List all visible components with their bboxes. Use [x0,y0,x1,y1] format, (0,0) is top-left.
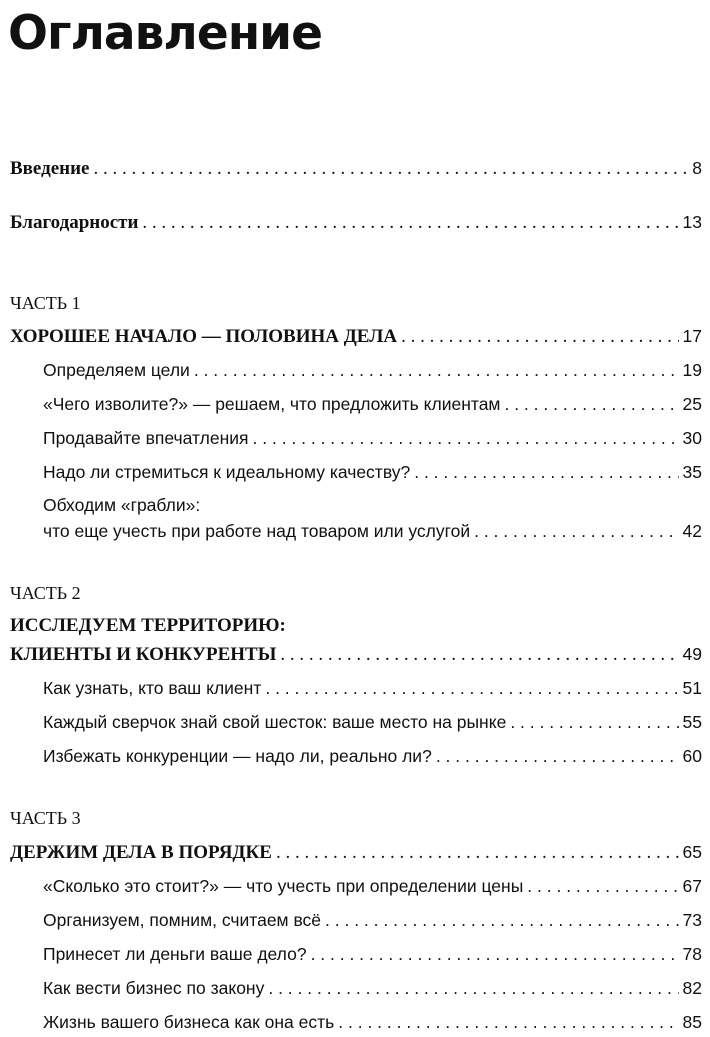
part-2-heading-first-line[interactable]: ИССЛЕДУЕМ ТЕРРИТОРИЮ: [10,615,286,636]
dot-leader [510,710,678,734]
toc-entry[interactable] [43,976,702,1000]
toc-entry-acknowledgements[interactable] [10,210,702,235]
toc-entry-text: Принесет ли деньги ваше дело? [43,944,307,964]
toc-entry-text: Надо ли стремиться к идеальному качеству? [43,462,411,482]
dot-leader [253,426,679,450]
toc-entry-text: Избежать конкуренции — надо ли, реально ли? [43,746,432,766]
toc-entry-text: Организуем, помним, считаем всё [43,910,322,930]
dot-leader [474,519,678,543]
dot-leader [265,676,678,700]
toc-page-number: 78 [682,944,702,964]
dot-leader [325,908,679,932]
dot-leader [311,942,679,966]
toc-entry-text: Жизнь вашего бизнеса как она есть [43,1012,335,1032]
part-2-heading[interactable] [10,642,702,667]
toc-entry-text: ДЕРЖИМ ДЕЛА В ПОРЯДКЕ [10,842,272,863]
toc-entry-text: Благодарности [10,212,139,233]
dot-leader [504,392,678,416]
page-title: Оглавление [8,6,322,61]
toc-page-number: 49 [682,644,702,664]
toc-page-number: 55 [682,712,702,732]
part-1-heading[interactable] [10,324,702,349]
toc-entry[interactable] [43,744,702,768]
dot-leader [142,211,678,235]
dot-leader [401,325,678,349]
dot-leader [280,643,678,667]
toc-entry-text: Каждый сверчок знай свой шесток: ваше место на рынке [43,712,507,732]
toc-entry-text: Введение [10,158,90,179]
dot-leader [338,1010,678,1034]
toc-page-number: 8 [692,158,702,178]
part-2-label: ЧАСТЬ 2 [10,583,81,603]
dot-leader [414,460,678,484]
toc-page-number: 73 [682,910,702,930]
toc-page-number: 19 [682,360,702,380]
toc-entry[interactable] [43,908,702,932]
toc-page-number: 85 [682,1012,702,1032]
toc-page-number: 82 [682,978,702,998]
toc-entry-text: «Сколько это стоит?» — что учесть при определении цены [43,876,524,896]
toc-page-number: 60 [682,746,702,766]
part-1-label: ЧАСТЬ 1 [10,293,81,313]
dot-leader [94,157,689,181]
toc-page-number: 25 [682,394,702,414]
toc-entry[interactable] [43,1010,702,1034]
toc-page-number: 67 [682,876,702,896]
toc-page-number: 51 [682,678,702,698]
toc-page-number: 17 [682,326,702,346]
toc-entry-text: Определяем цели [43,360,190,380]
toc-entry[interactable] [43,942,702,966]
toc-entry-text: ХОРОШЕЕ НАЧАЛО — ПОЛОВИНА ДЕЛА [10,326,398,347]
toc-entry[interactable] [43,392,702,416]
toc-entry-first-line[interactable]: Обходим «грабли»: [43,495,201,515]
toc-entry[interactable] [43,874,702,898]
toc-entry-text: «Чего изволите?» — решаем, что предложить клиентам [43,394,501,414]
dot-leader [194,358,679,382]
toc-page-number: 30 [682,428,702,448]
toc-entry[interactable] [43,460,702,484]
toc-entry[interactable] [43,358,702,382]
toc-entry[interactable] [43,426,702,450]
toc-entry-introduction[interactable] [10,156,702,181]
toc-entry-text: Как вести бизнес по закону [43,978,265,998]
toc-page-number: 13 [682,212,702,232]
dot-leader [268,976,678,1000]
toc-entry[interactable] [43,676,702,700]
part-3-heading[interactable] [10,840,702,865]
toc-entry-text: Как узнать, кто ваш клиент [43,678,262,698]
toc-page-number: 42 [682,521,702,541]
toc-entry-text: КЛИЕНТЫ И КОНКУРЕНТЫ [10,644,277,665]
toc-entry[interactable] [43,710,702,734]
toc-entry-text: что еще учесть при работе над товаром или услугой [43,521,471,541]
toc-entry-text: Продавайте впечатления [43,428,249,448]
toc-page-number: 35 [682,462,702,482]
toc-page-number: 65 [682,842,702,862]
toc-entry[interactable] [43,519,702,543]
dot-leader [436,744,679,768]
dot-leader [276,841,679,865]
part-3-label: ЧАСТЬ 3 [10,808,81,828]
dot-leader [527,874,678,898]
